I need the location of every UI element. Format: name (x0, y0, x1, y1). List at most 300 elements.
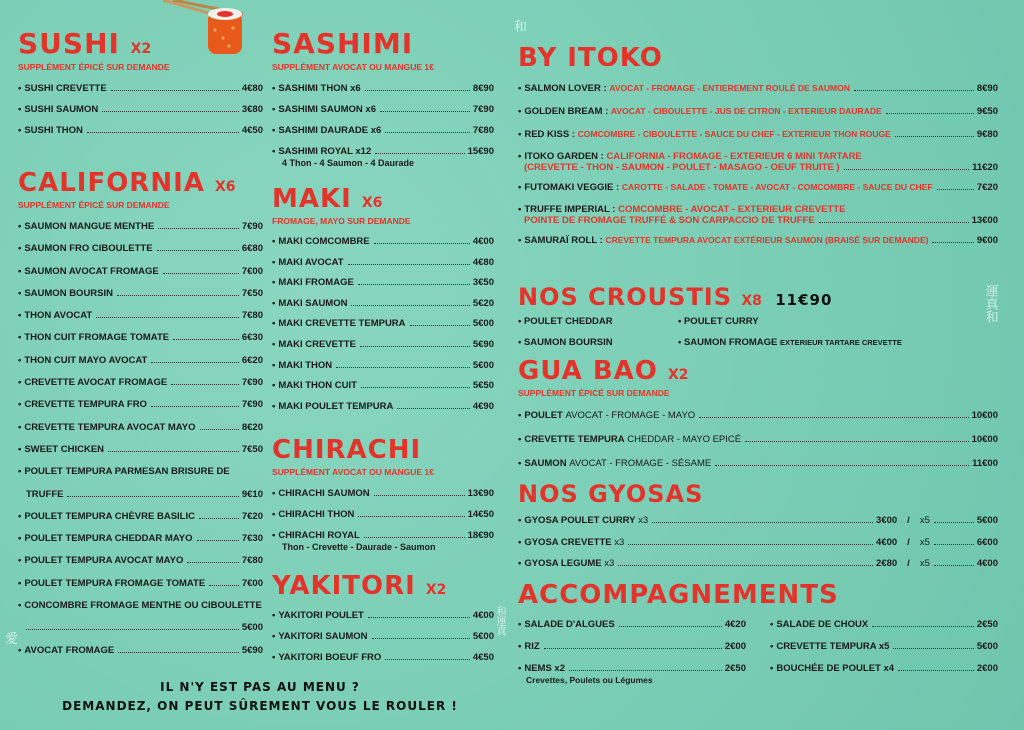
maki-qty: X6 (361, 195, 383, 211)
sashimi-list (272, 78, 494, 162)
california-subtitle: SUPPLÉMENT ÉPICÉ SUR DEMANDE (18, 200, 170, 210)
item-name: CREVETTE TEMPURA FRO (24, 399, 147, 411)
list-item: • CREVETTE TEMPURA FRO 7€90 (18, 394, 263, 416)
list-item: • POULET TEMPURA CHEDDAR MAYO 7€30 (18, 528, 263, 550)
list-item: • SAUMON AVOCAT - FROMAGE - SÉSAME 11€00 (518, 452, 998, 476)
croustis-qty: X8 (741, 293, 762, 309)
guabao-title: GUA BAO (518, 356, 658, 386)
leader-dots (745, 441, 968, 442)
leader-dots (652, 522, 873, 523)
item-name: BOUCHÉE DE POULET x4 (776, 663, 895, 674)
list-item: • RIZ 2€00 (518, 636, 746, 658)
list-item: • THON CUIT MAYO AVOCAT 6€20 (18, 350, 263, 372)
leader-dots (569, 670, 722, 671)
leader-dots (628, 544, 873, 545)
item-name: MAKI THON CUIT (278, 380, 357, 392)
leader-dots (619, 626, 722, 627)
california-qty: X6 (214, 179, 236, 195)
leader-dots (374, 495, 465, 496)
item-name: SASHIMI DAURADE x6 (278, 125, 382, 136)
leader-dots (372, 638, 470, 639)
item-name: RED KISS : (524, 129, 576, 140)
list-item: • AVOCAT FROMAGE 5€90 (18, 640, 263, 662)
leader-dots (117, 295, 239, 296)
item-price: 4€50 (241, 125, 263, 136)
item-name: SASHIMI THON x6 (278, 83, 361, 94)
item-price: 5€90 (241, 644, 263, 656)
item-price: 13€90 (467, 488, 494, 499)
sushi-title: SUSHI (18, 27, 120, 60)
list-item: • ITOKO GARDEN : CALIFORNIA - FROMAGE - EXTERIEUR 6 MINI TARTARE (CREVETTE - THON - SAUMON - POULET - MASAGO - OEUF TRUITE ) 11€20 (518, 151, 998, 173)
list-item: • SUSHI CREVETTE 4€80 (18, 78, 263, 99)
list-item: • SALMON LOVER : AVOCAT - FROMAGE - ENTIEREMENT ROULÉ DE SAUMON 8€90 (518, 77, 998, 100)
list-item: • CREVETTE AVOCAT FROMAGE 7€90 (18, 372, 263, 394)
item-name: ITOKO GARDEN : (524, 151, 604, 162)
list-item: • CREVETTE TEMPURA AVOCAT MAYO 8€20 (18, 417, 263, 439)
list-item: • POULET CURRY (678, 316, 759, 327)
chirachi-royal-detail: Thon - Crevette - Daurade - Saumon (282, 542, 436, 552)
leader-dots (937, 189, 974, 190)
accomp-grid (518, 614, 998, 685)
list-item: • CHIRACHI THON 14€50 (272, 504, 494, 525)
leader-dots (699, 417, 968, 418)
leader-dots (348, 264, 470, 265)
item-price: 7€80 (472, 125, 494, 136)
accomp-section (518, 582, 998, 685)
list-item: • GYOSA LEGUME x3 2€80 / x5 4€00 (518, 553, 998, 575)
leader-dots (374, 243, 470, 244)
leader-dots (209, 585, 239, 586)
item-desc: AVOCAT - FROMAGE - MAYO (565, 410, 696, 421)
list-item: • THON AVOCAT 7€80 (18, 305, 263, 327)
item-price: 9€00 (976, 235, 998, 246)
itoko-list (518, 77, 998, 146)
item-name: SUSHI CREVETTE (24, 83, 107, 94)
accomp-list-left (518, 614, 746, 680)
list-item: • SAUMON BOURSIN 7€50 (18, 283, 263, 305)
list-item: • CREVETTE TEMPURA CHEDDAR - MAYO EPICÉ 10€00 (518, 428, 998, 452)
item-price: 7€20 (241, 510, 263, 522)
item-price: 4€90 (472, 400, 494, 412)
item-name: AVOCAT FROMAGE (24, 644, 115, 656)
section-title (272, 573, 494, 599)
list-item: • YAKITORI POULET 4€00 (272, 605, 494, 626)
gyosas-section (518, 482, 998, 575)
item-desc: (CREVETTE - THON - SAUMON - POULET - MASAGO - OEUF TRUITE ) (524, 162, 840, 173)
leader-dots (893, 648, 973, 649)
list-item: • SAUMON BOURSIN (518, 337, 613, 348)
item-name: SAUMON (524, 458, 567, 469)
leader-dots (410, 325, 470, 326)
item-price: 10€00 (971, 434, 998, 445)
list-item: • MAKI THON CUIT 5€50 (272, 376, 494, 397)
item-price: 13€00 (971, 215, 998, 226)
california-list-2 (18, 506, 263, 595)
list-item: • SAUMON MANGUE MENTHE 7€90 (18, 216, 263, 238)
item-name: MAKI POULET TEMPURA (278, 400, 394, 412)
separator: / (907, 515, 910, 526)
item-name: CONCOMBRE FROMAGE MENTHE OU CIBOULETTE (24, 600, 262, 612)
list-item: • CONCOMBRE FROMAGE MENTHE OU CIBOULETTE (18, 595, 263, 617)
yakitori-section (272, 573, 494, 668)
item-price: 5€20 (472, 297, 494, 309)
slogan-line-1: IL N'Y EST PAS AU MENU ? (160, 680, 360, 694)
item-name: SWEET CHICKEN (24, 443, 105, 455)
gyosas-list (518, 510, 998, 575)
section-title (518, 285, 998, 309)
yakitori-qty: X2 (425, 582, 447, 598)
section-title (18, 27, 263, 60)
item-desc: CREVETTE TEMPURA AVOCAT EXTÉRIEUR SAUMON (BRAISÉ SUR DEMANDE) (605, 235, 929, 245)
item-name: TRUFFE IMPERIAL : (524, 204, 616, 215)
list-item: • CHIRACHI SAUMON 13€90 (272, 483, 494, 504)
maki-section (272, 186, 494, 417)
list-item: • YAKITORI SAUMON 5€00 (272, 626, 494, 647)
list-item: • TRUFFE IMPERIAL : COMCOMBRE - AVOCAT - EXTERIEUR CREVETTE POINTE DE FROMAGE TRUFFÉ & SON CARPACCIO DE TRUFFE 13€00 (518, 204, 998, 226)
list-item: • MAKI FROMAGE 3€50 (272, 273, 494, 294)
leader-dots (200, 429, 239, 430)
item-qty: x3 (638, 515, 649, 526)
leader-dots (67, 496, 238, 497)
item-price: 14€50 (467, 509, 494, 520)
leader-dots (844, 169, 969, 170)
leader-dots (385, 132, 470, 133)
item-name: MAKI FROMAGE (278, 277, 354, 289)
leader-dots (158, 228, 239, 229)
leader-dots (199, 518, 239, 519)
yakitori-title: YAKITORI (272, 571, 416, 601)
item-name: THON CUIT MAYO AVOCAT (24, 354, 148, 366)
item-price: 7€80 (241, 310, 263, 322)
chirachi-section (272, 437, 494, 552)
item-qty: x3 (604, 558, 615, 569)
item-price: 2€00 (724, 641, 746, 652)
item-name: YAKITORI POULET (278, 610, 364, 621)
item-name: CREVETTE TEMPURA AVOCAT MAYO (24, 421, 196, 433)
croustis-section (518, 285, 998, 353)
item-name: NEMS x2 (524, 663, 565, 674)
list-item: • POULET CHEDDAR (518, 316, 613, 327)
list-item: • NEMS x2 2€50 (518, 658, 746, 680)
guabao-list (518, 404, 998, 476)
item-name: CREVETTE AVOCAT FROMAGE (24, 377, 168, 389)
leader-dots (118, 652, 239, 653)
item-price: 5€50 (472, 380, 494, 392)
item-name: THON AVOCAT (24, 310, 93, 322)
item-price: 2€50 (724, 663, 746, 674)
maki-subtitle: FROMAGE, MAYO SUR DEMANDE (272, 216, 411, 226)
item-desc: CAROTTE - SALADE - TOMATE - AVOCAT - COMCOMBRE - SAUCE DU CHEF (621, 182, 933, 192)
item-price: 5€00 (472, 359, 494, 371)
item-name: TRUFFE (26, 488, 64, 500)
leader-dots (385, 659, 470, 660)
item-price: 5€00 (241, 622, 263, 634)
leader-dots (361, 387, 470, 388)
guabao-subtitle: SUPPLÉMENT ÉPICÉ SUR DEMANDE (518, 388, 670, 398)
list-item: • BOUCHÉE DE POULET x4 2€00 (770, 658, 998, 680)
sushi-subtitle: SUPPLÉMENT ÉPICÉ SUR DEMANDE (18, 62, 170, 72)
leader-dots (544, 648, 722, 649)
leader-dots (618, 565, 873, 566)
item-name: CHIRACHI ROYAL (278, 530, 360, 541)
item-name: GYOSA CREVETTE (524, 536, 612, 548)
item-price: 7€90 (241, 221, 263, 232)
list-item: • POULET AVOCAT - FROMAGE - MAYO 10€00 (518, 404, 998, 428)
leader-dots (171, 384, 239, 385)
item-name: SALADE DE CHOUX (776, 619, 869, 630)
itoko-section (518, 45, 998, 252)
leader-dots (358, 516, 464, 517)
leader-dots (872, 626, 974, 627)
item-price: 7€00 (241, 265, 263, 277)
leader-dots (895, 136, 974, 137)
leader-dots (358, 284, 470, 285)
section-title (272, 186, 494, 212)
item-price: 4€00 (876, 536, 898, 548)
maki-title: MAKI (272, 184, 352, 214)
item-price: 5€00 (472, 631, 494, 642)
leader-dots (111, 90, 239, 91)
sushi-qty: X2 (130, 41, 152, 57)
item-price: 8€90 (472, 83, 494, 94)
leader-dots (26, 629, 239, 630)
item-desc: COMCOMBRE - CIBOULETTE - SAUCE DU CHEF - EXTERIEUR THON ROUGE (577, 129, 891, 139)
separator: / (907, 558, 910, 569)
item-price: 8€20 (241, 421, 263, 433)
item-name: MAKI COMCOMBRE (278, 236, 370, 247)
item-price: 9€10 (241, 488, 263, 500)
item-price: 7€30 (241, 533, 263, 545)
item-desc: CHEDDAR - MAYO EPICÉ (627, 434, 742, 445)
sashimi-section (272, 27, 494, 168)
leader-dots (108, 451, 239, 452)
item-qty-2: x5 (919, 515, 930, 526)
guabao-section (518, 358, 998, 476)
item-price: 11€20 (972, 162, 998, 173)
item-name: YAKITORI BOEUF FRO (278, 652, 382, 663)
leader-dots (932, 242, 973, 243)
leader-dots (96, 317, 239, 318)
kanji-decoration: 運真和 (982, 284, 998, 323)
item-price: 3€50 (472, 277, 494, 289)
list-item: • CREVETTE TEMPURA x5 5€00 (770, 636, 998, 658)
sushi-list (18, 78, 263, 141)
leader-dots (380, 111, 470, 112)
item-price: 4€00 (472, 610, 494, 621)
list-item: • SASHIMI THON x6 8€90 (272, 78, 494, 99)
item-price: 5€00 (976, 641, 998, 652)
item-price: 4€80 (472, 256, 494, 268)
item-name: YAKITORI SAUMON (278, 631, 368, 642)
item-desc: AVOCAT - FROMAGE - SÉSAME (569, 458, 712, 469)
list-item: • SAMURAÏ ROLL : CREVETTE TEMPURA AVOCAT EXTÉRIEUR SAUMON (BRAISÉ SUR DEMANDE) 9€00 (518, 229, 998, 252)
leader-dots (102, 111, 239, 112)
leader-dots (157, 250, 239, 251)
item-desc: AVOCAT - CIBOULETTE - JUS DE CITRON - EXTERIEUR DAURADE (610, 106, 882, 116)
item-desc: EXTERIEUR TARTARE CREVETTE (780, 338, 902, 347)
item-name: RIZ (524, 641, 540, 652)
guabao-qty: X2 (667, 367, 689, 383)
list-item: • MAKI POULET TEMPURA 4€90 (272, 397, 494, 418)
item-desc: POINTE DE FROMAGE TRUFFÉ & SON CARPACCIO DE TRUFFE (524, 215, 815, 226)
item-name: POULET TEMPURA FROMAGE TOMATE (24, 577, 206, 589)
leader-dots (173, 339, 239, 340)
separator: / (907, 536, 910, 548)
kanji-decoration: 和運真 (494, 606, 505, 636)
leader-dots (197, 540, 239, 541)
list-item: • SAUMON AVOCAT FROMAGE 7€00 (18, 261, 263, 283)
chirachi-list (272, 483, 494, 546)
list-item: • POULET TEMPURA PARMESAN BRISURE DE (18, 461, 263, 483)
leader-dots (934, 544, 974, 545)
sashimi-title: SASHIMI (272, 27, 414, 60)
list-item: • SUSHI THON 4€50 (18, 120, 263, 141)
item-price: 2€00 (976, 663, 998, 674)
list-item: • RED KISS : COMCOMBRE - CIBOULETTE - SAUCE DU CHEF - EXTERIEUR THON ROUGE 9€80 (518, 123, 998, 146)
leader-dots (360, 346, 470, 347)
item-price: 8€90 (976, 83, 998, 94)
leader-dots (934, 522, 974, 523)
itoko-title: BY ITOKO (518, 43, 663, 73)
item-price: 3€80 (241, 104, 263, 115)
list-item: • MAKI AVOCAT 4€80 (272, 253, 494, 274)
item-name: POULET TEMPURA PARMESAN BRISURE DE (24, 466, 230, 478)
item-price: 2€50 (976, 619, 998, 630)
accomp-list-right (770, 614, 998, 680)
item-name: MAKI CREVETTE TEMPURA (278, 318, 406, 330)
list-item: • SASHIMI ROYAL x12 15€90 (272, 141, 494, 162)
item-price: 5€00 (472, 318, 494, 330)
item-name: SASHIMI ROYAL x12 (278, 146, 372, 157)
list-item: • POULET TEMPURA AVOCAT MAYO 7€80 (18, 550, 263, 572)
sashimi-royal-detail: 4 Thon - 4 Saumon - 4 Daurade (282, 158, 415, 168)
item-name: SAUMON BOURSIN (24, 287, 113, 299)
california-list (18, 216, 263, 461)
item-price-2: 5€00 (976, 515, 998, 526)
item-name: CHIRACHI SAUMON (278, 488, 370, 499)
list-item: • GYOSA CREVETTE x3 4€00 / x5 6€00 (518, 532, 998, 554)
item-name: SAUMON MANGUE MENTHE (24, 221, 155, 232)
item-name: THON CUIT FROMAGE TOMATE (24, 332, 170, 344)
item-price: 6€20 (241, 354, 263, 366)
item-name: CREVETTE TEMPURA (524, 434, 625, 445)
list-item: • POULET TEMPURA CHÈVRE BASILIC 7€20 (18, 506, 263, 528)
item-name: SASHIMI SAUMON x6 (278, 104, 376, 115)
leader-dots (151, 406, 239, 407)
california-section (18, 170, 263, 662)
item-price: 7€80 (241, 555, 263, 567)
list-item: • SALADE D'ALGUES 4€20 (518, 614, 746, 636)
sushi-section (18, 27, 263, 141)
item-name: GYOSA POULET CURRY (524, 515, 636, 526)
maki-list (272, 232, 494, 417)
item-price: 7€90 (241, 399, 263, 411)
item-desc: COMCOMBRE - AVOCAT - EXTERIEUR CREVETTE (618, 204, 846, 215)
croustis-price: 11€90 (775, 291, 833, 309)
kanji-decoration: 和 (514, 20, 528, 35)
nems-detail: Crevettes, Poulets ou Légumes (526, 675, 653, 685)
list-item: • FUTOMAKI VEGGIE : CAROTTE - SALADE - TOMATE - AVOCAT - COMCOMBRE - SAUCE DU CHEF 7€20 (518, 176, 998, 199)
item-price: 9€50 (976, 106, 998, 117)
leader-dots (87, 132, 239, 133)
list-item: • SALADE DE CHOUX 2€50 (770, 614, 998, 636)
leader-dots (375, 153, 464, 154)
item-price: 4€20 (724, 619, 746, 630)
item-price: 2€80 (876, 558, 898, 569)
item-name: POULET (524, 410, 563, 421)
item-qty-2: x5 (919, 536, 930, 548)
item-price: 18€90 (467, 530, 494, 541)
kanji-decoration: 愛 (5, 632, 19, 647)
chirachi-title: CHIRACHI (272, 435, 422, 465)
item-name: SALADE D'ALGUES (524, 619, 615, 630)
chirachi-subtitle: SUPPLÉMENT AVOCAT OU MANGUE 1€ (272, 467, 434, 477)
list-item: • MAKI CREVETTE TEMPURA 5€00 (272, 314, 494, 335)
leader-dots (934, 565, 974, 566)
list-item (18, 617, 263, 639)
list-item: • CHIRACHI ROYAL 18€90 (272, 525, 494, 546)
item-name: MAKI SAUMON (278, 297, 348, 309)
leader-dots (854, 90, 974, 91)
item-name: SAMURAÏ ROLL : (524, 235, 603, 246)
leader-dots (368, 617, 470, 618)
list-item: • SASHIMI SAUMON x6 7€90 (272, 99, 494, 120)
item-name: CREVETTE TEMPURA x5 (776, 641, 890, 652)
yakitori-list (272, 605, 494, 668)
item-name: CHIRACHI THON (278, 509, 355, 520)
list-item: • MAKI SAUMON 5€20 (272, 294, 494, 315)
item-name: GYOSA LEGUME (524, 558, 602, 569)
item-name: GOLDEN BREAM : (524, 106, 609, 117)
item-name: POULET TEMPURA AVOCAT MAYO (24, 555, 184, 567)
leader-dots (898, 670, 974, 671)
item-price: 6€30 (241, 332, 263, 344)
item-price: 4€80 (241, 83, 263, 94)
item-name: MAKI AVOCAT (278, 256, 344, 268)
item-desc: AVOCAT - FROMAGE - ENTIEREMENT ROULÉ DE SAUMON (609, 83, 850, 93)
leader-dots (819, 222, 969, 223)
item-price: 4€50 (472, 652, 494, 663)
leader-dots (163, 273, 239, 274)
item-name: MAKI THON (278, 359, 333, 371)
list-item: • MAKI THON 5€00 (272, 356, 494, 377)
item-price: 7€90 (472, 104, 494, 115)
item-qty-2: x5 (919, 558, 930, 569)
leader-dots (151, 362, 239, 363)
item-price-2: 4€00 (976, 558, 998, 569)
item-price: 11€00 (972, 458, 998, 469)
croustis-title: NOS CROUSTIS (518, 283, 732, 311)
croustis-grid (518, 311, 998, 353)
list-item: • SWEET CHICKEN 7€50 (18, 439, 263, 461)
section-title (518, 358, 998, 384)
item-price: 7€20 (976, 182, 998, 193)
item-price: 7€50 (241, 287, 263, 299)
gyosas-title: NOS GYOSAS (518, 480, 704, 508)
item-price: 10€00 (971, 410, 998, 421)
item-price: 7€90 (241, 377, 263, 389)
slogan (50, 678, 470, 716)
item-name: SUSHI THON (24, 125, 83, 136)
item-name: POULET TEMPURA CHEDDAR MAYO (24, 533, 193, 545)
item-price: 6€80 (241, 243, 263, 255)
item-name: MAKI CREVETTE (278, 338, 356, 350)
leader-dots (351, 305, 469, 306)
item-name: SAUMON AVOCAT FROMAGE (24, 265, 159, 277)
slogan-line-2: DEMANDEZ, ON PEUT SÛREMENT VOUS LE ROULER ! (62, 699, 458, 713)
list-item: • SASHIMI DAURADE x6 7€80 (272, 120, 494, 141)
list-item: • MAKI COMCOMBRE 4€00 (272, 232, 494, 253)
